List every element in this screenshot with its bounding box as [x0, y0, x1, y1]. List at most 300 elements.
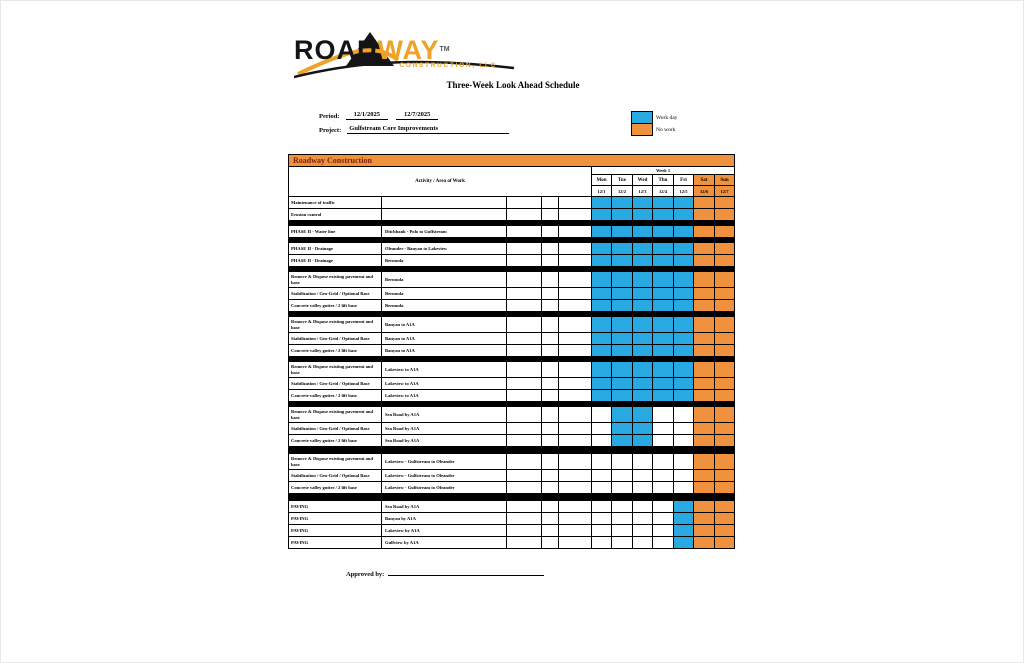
day-header-mon: Mon	[592, 175, 612, 186]
day-cell-wed	[633, 317, 653, 333]
task-row	[289, 333, 735, 345]
day-cell-tue	[612, 423, 633, 435]
day-cell-sat	[694, 390, 715, 402]
spacer-cell	[542, 423, 559, 435]
day-cell-thu	[653, 272, 674, 288]
period-label: Period:	[319, 113, 340, 120]
task-row	[289, 362, 735, 378]
spacer-cell	[507, 255, 542, 267]
spacer-cell	[542, 501, 559, 513]
approved-by-row	[346, 568, 544, 578]
day-cell-tue	[612, 470, 633, 482]
day-cell-sun	[715, 525, 735, 537]
spacer-cell	[507, 407, 542, 423]
day-cell-fri	[674, 435, 694, 447]
spacer-cell	[542, 226, 559, 238]
activity-cell: Stabilization / Geo-Grid / Optional Base	[289, 378, 382, 390]
day-cell-sat	[694, 470, 715, 482]
day-cell-tue	[612, 407, 633, 423]
day-cell-thu	[653, 300, 674, 312]
day-cell-sat	[694, 454, 715, 470]
separator-row	[289, 494, 735, 501]
day-cell-tue	[612, 482, 633, 494]
spacer-cell	[542, 317, 559, 333]
day-cell-sat	[694, 362, 715, 378]
day-cell-tue	[612, 435, 633, 447]
day-cell-sun	[715, 209, 735, 221]
area-cell: Sea Road by A1A	[382, 501, 507, 513]
spacer-cell	[507, 209, 542, 221]
period-end-value: 12/7/2025	[396, 111, 438, 120]
day-cell-tue	[612, 300, 633, 312]
day-cell-thu	[653, 226, 674, 238]
task-row	[289, 288, 735, 300]
day-cell-sat	[694, 501, 715, 513]
date-cell-wed: 12/3	[633, 186, 653, 197]
day-cell-sun	[715, 226, 735, 238]
task-row	[289, 435, 735, 447]
day-cell-wed	[633, 300, 653, 312]
day-cell-mon	[592, 390, 612, 402]
day-cell-wed	[633, 423, 653, 435]
activity-cell: PAVING	[289, 513, 382, 525]
day-cell-sun	[715, 317, 735, 333]
day-cell-mon	[592, 226, 612, 238]
day-cell-tue	[612, 390, 633, 402]
task-row	[289, 482, 735, 494]
day-cell-thu	[653, 501, 674, 513]
spacer-cell	[542, 197, 559, 209]
day-cell-fri	[674, 390, 694, 402]
day-cell-sun	[715, 435, 735, 447]
day-cell-sun	[715, 407, 735, 423]
area-cell: Lakeview - Gulfstream to Oleander	[382, 470, 507, 482]
spacer-cell	[542, 513, 559, 525]
day-cell-sun	[715, 537, 735, 549]
day-cell-sun	[715, 333, 735, 345]
day-cell-thu	[653, 333, 674, 345]
spacer-cell	[507, 537, 542, 549]
spacer-cell	[542, 209, 559, 221]
day-cell-wed	[633, 333, 653, 345]
spacer-cell	[507, 333, 542, 345]
spacer-cell	[542, 288, 559, 300]
day-header-sat: Sat	[694, 175, 715, 186]
day-cell-sun	[715, 390, 735, 402]
activity-cell: PAVING	[289, 537, 382, 549]
day-cell-sun	[715, 197, 735, 209]
activity-column-header: Activity / Area of Work	[289, 167, 592, 197]
spacer-cell	[542, 454, 559, 470]
activity-cell: Concrete valley gutter / 2 lift base	[289, 300, 382, 312]
spacer-cell	[559, 197, 592, 209]
legend	[631, 111, 677, 136]
day-cell-mon	[592, 300, 612, 312]
day-cell-mon	[592, 435, 612, 447]
day-cell-sat	[694, 317, 715, 333]
spacer-cell	[542, 243, 559, 255]
day-header-thu: Thu	[653, 175, 674, 186]
logo-subtitle: CONSTRUCTION, LLC	[399, 62, 497, 69]
day-cell-fri	[674, 454, 694, 470]
day-cell-sat	[694, 482, 715, 494]
day-cell-sun	[715, 243, 735, 255]
day-cell-mon	[592, 454, 612, 470]
activity-cell: Stabilization / Geo-Grid / Optional Base	[289, 423, 382, 435]
task-row	[289, 345, 735, 357]
day-cell-wed	[633, 288, 653, 300]
area-cell: Bermuda	[382, 255, 507, 267]
logo-wordmark	[294, 35, 519, 65]
activity-cell: Remove & Dispose existing pavement and base	[289, 362, 382, 378]
area-cell	[382, 209, 507, 221]
day-cell-thu	[653, 345, 674, 357]
task-row	[289, 272, 735, 288]
task-row	[289, 226, 735, 238]
day-cell-wed	[633, 501, 653, 513]
day-cell-thu	[653, 197, 674, 209]
day-cell-wed	[633, 513, 653, 525]
table-title-row	[289, 155, 735, 167]
meta-block	[319, 111, 509, 139]
project-name-value: Gulfstream Core Improvements	[347, 125, 509, 134]
day-cell-thu	[653, 288, 674, 300]
day-cell-tue	[612, 378, 633, 390]
day-cell-sun	[715, 345, 735, 357]
day-cell-tue	[612, 525, 633, 537]
spacer-cell	[507, 300, 542, 312]
day-cell-sat	[694, 423, 715, 435]
day-cell-wed	[633, 470, 653, 482]
spacer-cell	[542, 470, 559, 482]
day-header-sun: Sun	[715, 175, 735, 186]
activity-cell: Stabilization / Geo-Grid / Optional Base	[289, 470, 382, 482]
day-cell-fri	[674, 197, 694, 209]
day-cell-mon	[592, 537, 612, 549]
activity-cell: Stabilization / Geo-Grid / Optional Base	[289, 333, 382, 345]
day-cell-sat	[694, 435, 715, 447]
day-cell-sun	[715, 513, 735, 525]
task-row	[289, 390, 735, 402]
day-cell-fri	[674, 317, 694, 333]
day-cell-tue	[612, 537, 633, 549]
day-cell-wed	[633, 345, 653, 357]
period-start-value: 12/1/2025	[346, 111, 388, 120]
spacer-cell	[559, 317, 592, 333]
day-cell-tue	[612, 317, 633, 333]
day-cell-wed	[633, 482, 653, 494]
day-cell-wed	[633, 272, 653, 288]
day-cell-fri	[674, 501, 694, 513]
spacer-cell	[542, 255, 559, 267]
day-cell-mon	[592, 378, 612, 390]
spacer-cell	[542, 272, 559, 288]
period-row	[319, 111, 509, 120]
logo-way-text: WAY	[377, 35, 440, 65]
table-title: Roadway Construction	[289, 155, 735, 167]
spacer-cell	[542, 482, 559, 494]
activity-cell: PHASE II - Drainage	[289, 255, 382, 267]
day-cell-tue	[612, 272, 633, 288]
area-cell: Banyan by A1A	[382, 513, 507, 525]
day-cell-thu	[653, 423, 674, 435]
day-cell-tue	[612, 333, 633, 345]
day-cell-fri	[674, 300, 694, 312]
day-cell-sat	[694, 255, 715, 267]
activity-cell: PHASE II - Water line	[289, 226, 382, 238]
day-cell-fri	[674, 537, 694, 549]
spacer-cell	[559, 272, 592, 288]
activity-cell: Concrete valley gutter / 2 lift base	[289, 482, 382, 494]
task-row	[289, 300, 735, 312]
day-cell-sat	[694, 333, 715, 345]
day-cell-thu	[653, 390, 674, 402]
task-row	[289, 537, 735, 549]
schedule-table-container	[288, 154, 735, 549]
day-header-wed: Wed	[633, 175, 653, 186]
spacer-cell	[542, 390, 559, 402]
day-cell-fri	[674, 226, 694, 238]
date-cell-sun: 12/7	[715, 186, 735, 197]
task-row	[289, 209, 735, 221]
day-cell-fri	[674, 513, 694, 525]
area-cell: Ditchbank - Polo to Gulfstream	[382, 226, 507, 238]
workday-label: Work day	[656, 114, 678, 121]
day-cell-thu	[653, 243, 674, 255]
separator-bar	[289, 447, 735, 454]
activity-cell: Remove & Dispose existing pavement and base	[289, 454, 382, 470]
day-cell-mon	[592, 407, 612, 423]
spacer-cell	[507, 362, 542, 378]
day-cell-sun	[715, 423, 735, 435]
day-cell-sun	[715, 288, 735, 300]
activity-cell: Maintenance of traffic	[289, 197, 382, 209]
spacer-cell	[507, 390, 542, 402]
day-cell-mon	[592, 317, 612, 333]
day-cell-tue	[612, 288, 633, 300]
day-cell-wed	[633, 435, 653, 447]
area-cell: Sea Road by A1A	[382, 423, 507, 435]
day-cell-mon	[592, 345, 612, 357]
day-cell-fri	[674, 362, 694, 378]
date-cell-fri: 12/5	[674, 186, 694, 197]
day-cell-mon	[592, 197, 612, 209]
day-cell-tue	[612, 513, 633, 525]
spacer-cell	[559, 513, 592, 525]
activity-cell: Stabilization / Geo-Grid / Optional Base	[289, 288, 382, 300]
activity-cell: Remove & Dispose existing pavement and base	[289, 407, 382, 423]
spacer-cell	[559, 423, 592, 435]
logo-trademark: TM	[439, 46, 450, 53]
spacer-cell	[559, 333, 592, 345]
spacer-cell	[559, 390, 592, 402]
spacer-cell	[507, 378, 542, 390]
day-cell-wed	[633, 390, 653, 402]
day-cell-tue	[612, 454, 633, 470]
day-cell-fri	[674, 209, 694, 221]
area-cell: Sea Road by A1A	[382, 407, 507, 423]
day-cell-wed	[633, 525, 653, 537]
area-cell: Sea Road by A1A	[382, 435, 507, 447]
day-cell-tue	[612, 345, 633, 357]
roadway-logo	[294, 35, 519, 85]
spacer-cell	[559, 345, 592, 357]
area-cell: Bermuda	[382, 288, 507, 300]
spacer-cell	[542, 525, 559, 537]
day-cell-thu	[653, 378, 674, 390]
week-header-row	[289, 167, 735, 175]
task-row	[289, 525, 735, 537]
day-cell-sat	[694, 243, 715, 255]
day-cell-thu	[653, 525, 674, 537]
spacer-cell	[559, 482, 592, 494]
activity-cell: Remove & Dispose existing pavement and base	[289, 272, 382, 288]
day-cell-tue	[612, 243, 633, 255]
day-cell-thu	[653, 317, 674, 333]
day-cell-sun	[715, 272, 735, 288]
spacer-cell	[542, 333, 559, 345]
activity-cell: PAVING	[289, 501, 382, 513]
day-cell-thu	[653, 362, 674, 378]
signature-line	[388, 568, 544, 576]
day-cell-thu	[653, 209, 674, 221]
day-cell-sun	[715, 470, 735, 482]
task-row	[289, 423, 735, 435]
day-cell-mon	[592, 243, 612, 255]
day-cell-sat	[694, 209, 715, 221]
day-cell-fri	[674, 288, 694, 300]
separator-bar	[289, 494, 735, 501]
separator-row	[289, 447, 735, 454]
area-cell: Lakeview - Gulfstream to Oleander	[382, 454, 507, 470]
spacer-cell	[559, 537, 592, 549]
day-cell-sun	[715, 255, 735, 267]
activity-cell: Concrete valley gutter / 2 lift base	[289, 435, 382, 447]
spacer-cell	[507, 435, 542, 447]
day-cell-fri	[674, 407, 694, 423]
approved-by-label: Approved by:	[346, 571, 385, 578]
day-cell-fri	[674, 345, 694, 357]
day-cell-sat	[694, 288, 715, 300]
spacer-cell	[507, 317, 542, 333]
day-cell-sat	[694, 537, 715, 549]
day-cell-thu	[653, 255, 674, 267]
task-row	[289, 407, 735, 423]
spacer-cell	[559, 226, 592, 238]
day-cell-fri	[674, 525, 694, 537]
activity-cell: Concrete valley gutter / 2 lift base	[289, 345, 382, 357]
spacer-cell	[507, 423, 542, 435]
day-cell-fri	[674, 423, 694, 435]
day-cell-sat	[694, 197, 715, 209]
day-cell-mon	[592, 501, 612, 513]
activity-cell: PAVING	[289, 525, 382, 537]
date-cell-sat: 12/6	[694, 186, 715, 197]
area-cell: Lakeview by A1A	[382, 525, 507, 537]
day-cell-sat	[694, 300, 715, 312]
area-cell: Banyan to A1A	[382, 317, 507, 333]
spacer-cell	[559, 209, 592, 221]
day-cell-wed	[633, 226, 653, 238]
day-cell-fri	[674, 243, 694, 255]
day-cell-wed	[633, 209, 653, 221]
day-header-fri: Fri	[674, 175, 694, 186]
day-cell-sat	[694, 272, 715, 288]
day-cell-sun	[715, 300, 735, 312]
spacer-cell	[542, 378, 559, 390]
day-cell-thu	[653, 513, 674, 525]
spacer-cell	[507, 501, 542, 513]
day-cell-mon	[592, 209, 612, 221]
area-cell: Oleander - Banyan to Lakeview	[382, 243, 507, 255]
task-row	[289, 470, 735, 482]
day-cell-mon	[592, 333, 612, 345]
spacer-cell	[507, 226, 542, 238]
logo-road-text: ROAD	[294, 35, 378, 65]
spacer-cell	[507, 243, 542, 255]
task-row	[289, 378, 735, 390]
day-cell-wed	[633, 537, 653, 549]
day-cell-tue	[612, 501, 633, 513]
day-cell-sat	[694, 345, 715, 357]
day-cell-wed	[633, 255, 653, 267]
area-cell: Lakeview to A1A	[382, 378, 507, 390]
day-cell-mon	[592, 288, 612, 300]
day-cell-tue	[612, 197, 633, 209]
day-cell-mon	[592, 525, 612, 537]
day-cell-thu	[653, 470, 674, 482]
legend-nowork	[631, 124, 677, 136]
day-cell-sat	[694, 525, 715, 537]
task-row	[289, 197, 735, 209]
day-cell-sun	[715, 501, 735, 513]
spacer-cell	[559, 378, 592, 390]
area-cell: Gulfview by A1A	[382, 537, 507, 549]
task-row	[289, 255, 735, 267]
spacer-cell	[507, 197, 542, 209]
area-cell: Bermuda	[382, 300, 507, 312]
day-cell-sat	[694, 226, 715, 238]
day-cell-mon	[592, 470, 612, 482]
spacer-cell	[542, 435, 559, 447]
day-cell-wed	[633, 197, 653, 209]
day-cell-sat	[694, 407, 715, 423]
day-cell-thu	[653, 435, 674, 447]
task-row	[289, 317, 735, 333]
spacer-cell	[542, 345, 559, 357]
schedule-body	[289, 197, 735, 549]
day-cell-fri	[674, 470, 694, 482]
day-cell-mon	[592, 272, 612, 288]
spacer-cell	[559, 255, 592, 267]
day-cell-fri	[674, 255, 694, 267]
schedule-table	[288, 154, 735, 549]
task-row	[289, 243, 735, 255]
spacer-cell	[507, 513, 542, 525]
spacer-cell	[559, 435, 592, 447]
area-cell: Bermuda	[382, 272, 507, 288]
day-cell-wed	[633, 378, 653, 390]
week-label: Week 1	[592, 167, 735, 175]
day-cell-fri	[674, 482, 694, 494]
day-cell-fri	[674, 333, 694, 345]
nowork-label: No work	[656, 127, 676, 133]
activity-cell: Remove & Dispose existing pavement and base	[289, 317, 382, 333]
date-cell-mon: 12/1	[592, 186, 612, 197]
spacer-cell	[507, 525, 542, 537]
spacer-cell	[542, 537, 559, 549]
page-title: Three-Week Look Ahead Schedule	[446, 80, 580, 90]
